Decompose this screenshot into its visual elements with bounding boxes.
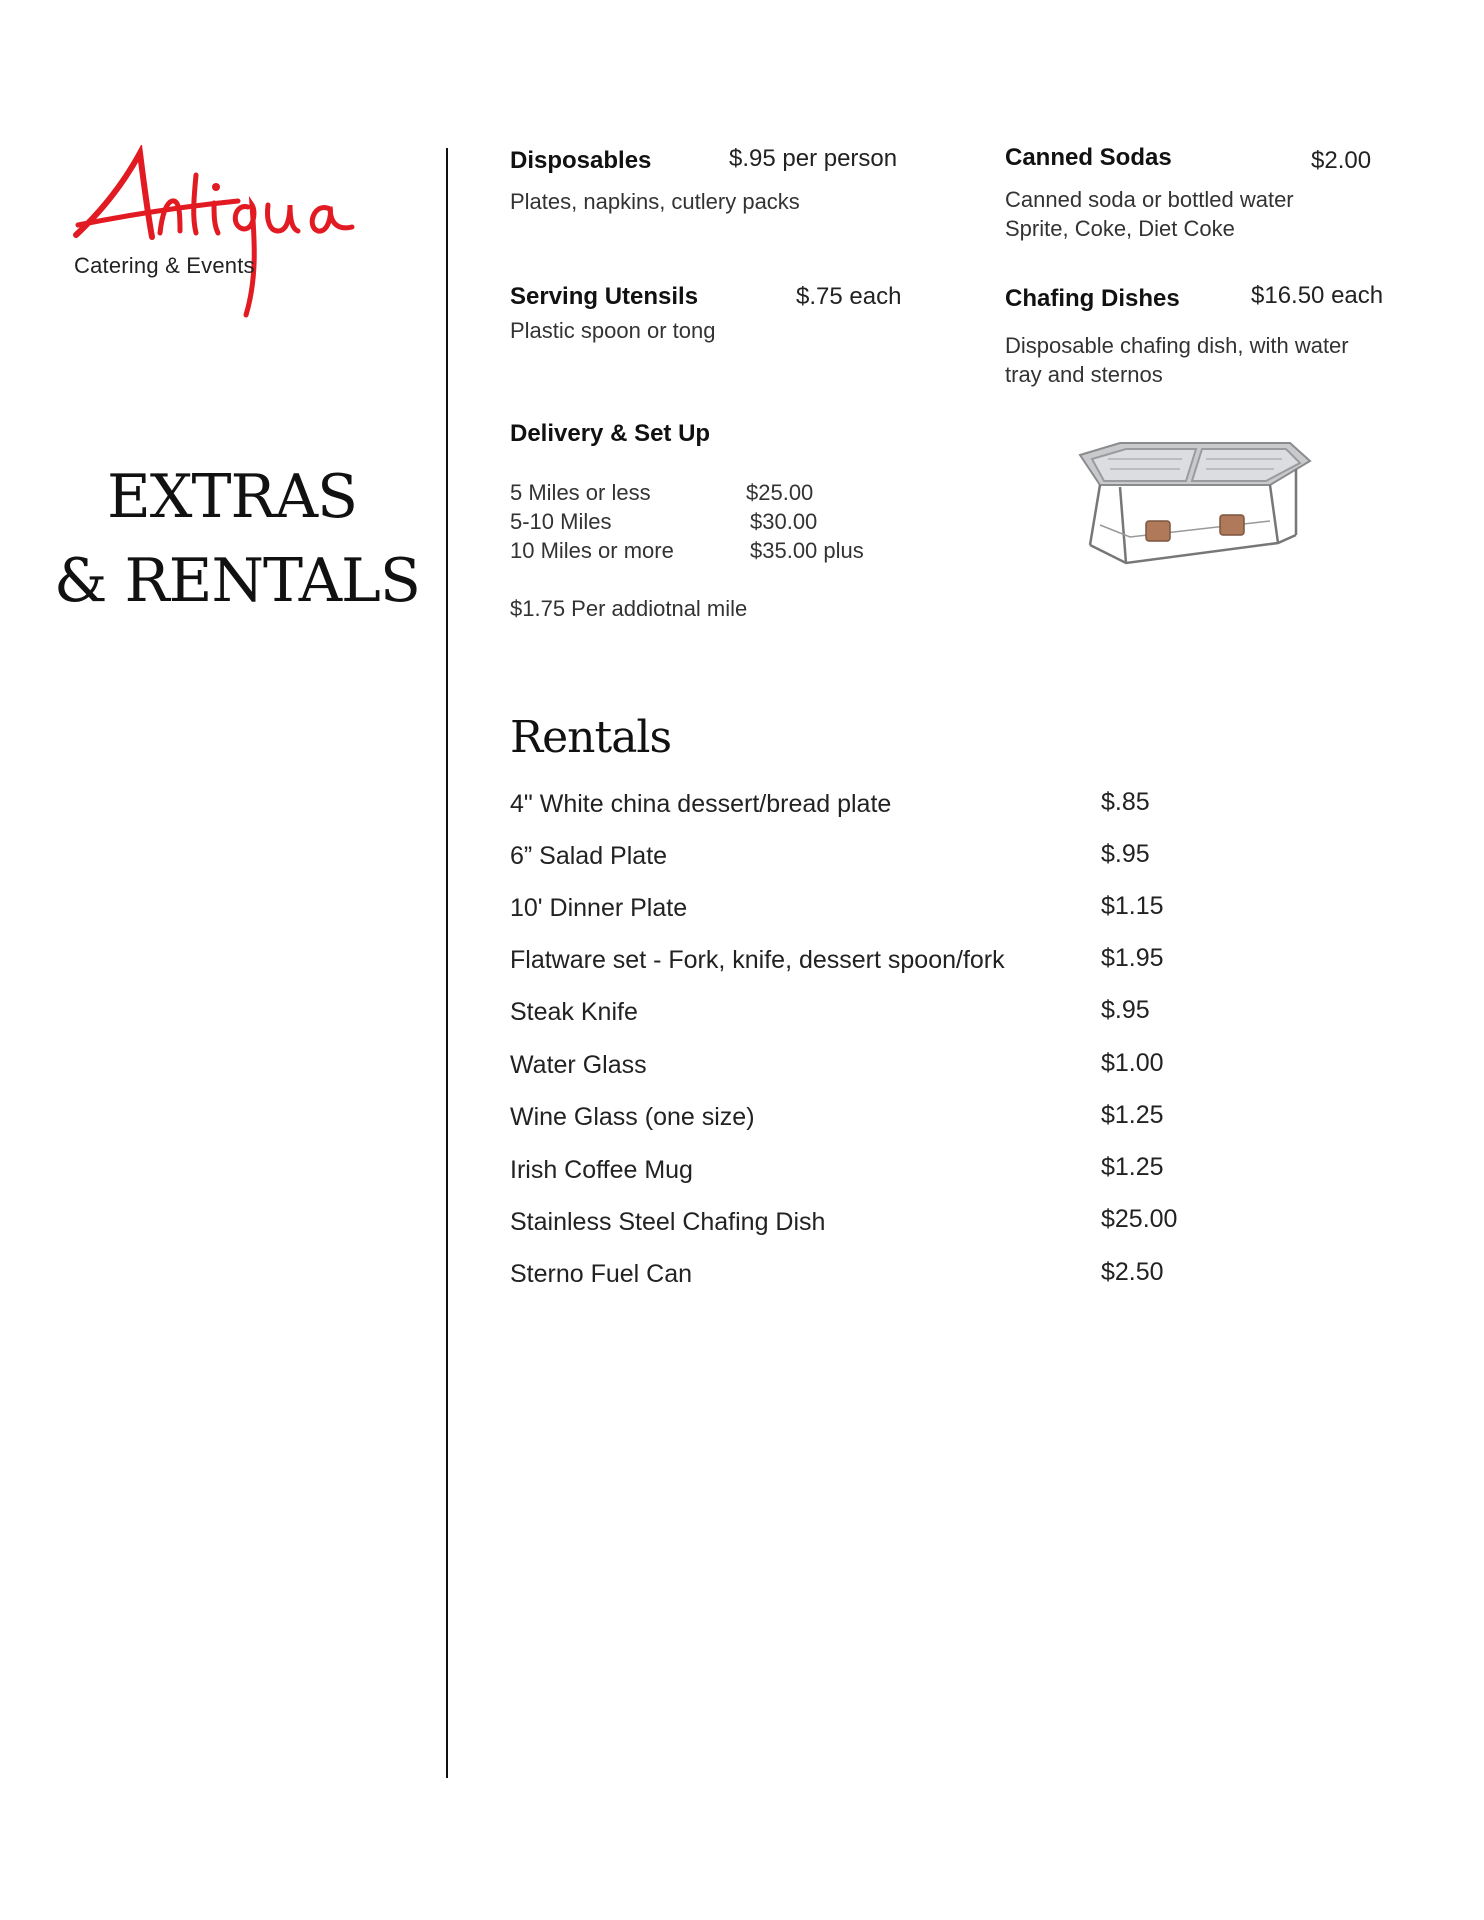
canned-sodas-desc-line2: Sprite, Coke, Diet Coke xyxy=(1005,216,1235,241)
page-title-line1: EXTRAS xyxy=(107,462,358,532)
chafing-dishes-desc-line1: Disposable chafing dish, with water xyxy=(1005,333,1349,358)
serving-utensils-price: $.75 each xyxy=(796,283,902,310)
rental-item-price: $25.00 xyxy=(1101,1205,1178,1233)
delivery-row-label: 5 Miles or less xyxy=(510,480,651,505)
disposables-heading: Disposables xyxy=(510,147,652,174)
rental-item-price: $1.15 xyxy=(1101,892,1164,920)
rental-item-name: Water Glass xyxy=(510,1051,647,1079)
rental-item-price: $.95 xyxy=(1101,996,1150,1024)
rental-item-name: Flatware set - Fork, knife, dessert spoon/fork xyxy=(510,946,1005,974)
chafing-dish-image xyxy=(1060,425,1320,585)
delivery-row-price: $25.00 xyxy=(746,480,814,505)
delivery-heading: Delivery & Set Up xyxy=(510,420,711,447)
serving-utensils-desc: Plastic spoon or tong xyxy=(510,318,716,343)
rental-item-price: $1.95 xyxy=(1101,944,1164,972)
vertical-divider xyxy=(446,148,448,1778)
rental-item-price: $1.25 xyxy=(1101,1101,1164,1129)
serving-utensils-heading: Serving Utensils xyxy=(510,283,699,310)
antigua-script-logo xyxy=(68,145,368,325)
chafing-dishes-price: $16.50 each xyxy=(1251,282,1384,309)
rental-item-name: Sterno Fuel Can xyxy=(510,1260,693,1288)
disposables-desc: Plates, napkins, cutlery packs xyxy=(510,189,800,214)
rental-item-price: $1.25 xyxy=(1101,1153,1164,1181)
rental-item-name: Irish Coffee Mug xyxy=(510,1156,693,1184)
canned-sodas-price: $2.00 xyxy=(1311,147,1372,174)
rental-item-price: $.95 xyxy=(1101,840,1150,868)
delivery-row-label: 10 Miles or more xyxy=(510,538,674,563)
rental-item-name: Stainless Steel Chafing Dish xyxy=(510,1208,826,1236)
rentals-heading: Rentals xyxy=(510,712,672,763)
delivery-row-label: 5-10 Miles xyxy=(510,509,612,534)
chafing-dishes-desc-line2: tray and sternos xyxy=(1005,362,1163,387)
brand-logo xyxy=(68,145,368,325)
rental-item-name: 6” Salad Plate xyxy=(510,842,668,870)
rental-item-name: Steak Knife xyxy=(510,998,638,1026)
rental-item-price: $.85 xyxy=(1101,788,1150,816)
delivery-row-price: $30.00 xyxy=(750,509,818,534)
delivery-row-price: $35.00 plus xyxy=(750,538,864,563)
chafing-dishes-heading: Chafing Dishes xyxy=(1005,285,1180,312)
canned-sodas-desc-line1: Canned soda or bottled water xyxy=(1005,187,1294,212)
rental-item-price: $1.00 xyxy=(1101,1049,1164,1077)
delivery-note: $1.75 Per addiotnal mile xyxy=(510,596,748,621)
page-title-line2: & RENTALS xyxy=(54,546,420,616)
rental-item-name: 4" White china dessert/bread plate xyxy=(510,790,892,818)
rental-item-price: $2.50 xyxy=(1101,1258,1164,1286)
disposables-price: $.95 per person xyxy=(729,145,898,172)
brand-subtitle: Catering & Events xyxy=(74,253,255,278)
rental-item-name: Wine Glass (one size) xyxy=(510,1103,755,1131)
canned-sodas-heading: Canned Sodas xyxy=(1005,144,1172,171)
rental-item-name: 10' Dinner Plate xyxy=(510,894,688,922)
